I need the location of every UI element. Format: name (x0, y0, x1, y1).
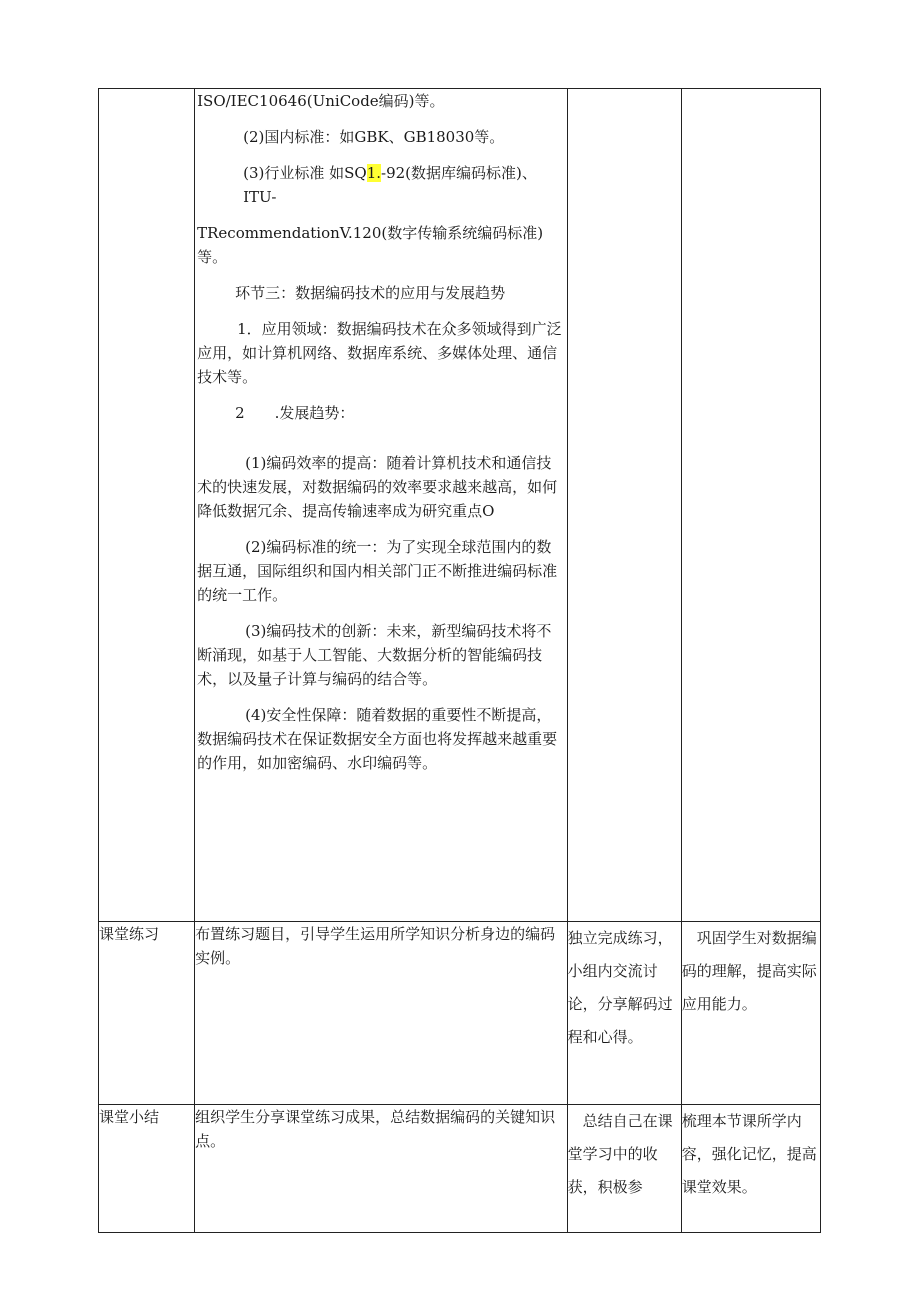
paragraph: TRecommendationV.120(数字传输系统编码标准)等。 (197, 224, 544, 266)
lesson-plan-table (98, 88, 821, 1233)
text-run: (3)行业标准 如SQ (243, 164, 367, 182)
practice-purpose: 巩固学生对数据编码的理解，提高实际应用能力。 (681, 922, 820, 1105)
paragraph: (2)国内标准：如GBK、GB18030等。 (243, 128, 505, 146)
row-label-cell (99, 89, 195, 922)
paragraph: (4)安全性保障：随着数据的重要性不断提高，数据编码技术在保证数据安全方面也将发挥越来越重要的作用，如加密编码、水印编码等。 (197, 706, 558, 772)
practice-student-activity: 独立完成练习，小组内交流讨论，分享解码过程和心得。 (567, 922, 681, 1105)
paragraph: 1．应用领域：数据编码技术在众多领域得到广泛应用，如计算机网络、数据库系统、多媒体处理、通信技术等。 (197, 320, 562, 386)
practice-label: 课堂练习 (99, 922, 195, 1105)
table-row (99, 89, 821, 922)
practice-teacher-activity: 布置练习题目，引导学生运用所学知识分析身边的编码实例。 (195, 922, 568, 1105)
paragraph: ISO/IEC10646(UniCode编码)等。 (197, 92, 445, 110)
section-heading: 环节三：数据编码技术的应用与发展趋势 (235, 284, 506, 302)
highlighted-text: 1. (366, 164, 382, 182)
paragraph: 2 .发展趋势： (235, 404, 355, 422)
table-row (99, 922, 821, 1105)
paragraph: (3)编码技术的创新：未来，新型编码技术将不断涌现，如基于人工智能、大数据分析的智能编码技术，以及量子计算与编码的结合等。 (197, 622, 552, 688)
summary-teacher-activity: 组织学生分享课堂练习成果，总结数据编码的关键知识点。 (195, 1105, 568, 1233)
table-row (99, 1105, 821, 1233)
paragraph: (2)编码标准的统一：为了实现全球范围内的数据互通，国际组织和国内相关部门正不断推进编码标准的统一工作。 (197, 538, 558, 604)
design-purpose-cell (681, 89, 820, 922)
summary-label: 课堂小结 (99, 1105, 195, 1233)
summary-purpose: 梳理本节课所学内容，强化记忆，提高课堂效果。 (681, 1105, 820, 1233)
paragraph (195, 161, 567, 209)
teaching-content-cell (195, 89, 568, 922)
student-activity-cell (567, 89, 681, 922)
text-run: -92(数据库编码标准)、ITU- (243, 164, 537, 206)
paragraph: (1)编码效率的提高：随着计算机技术和通信技术的快速发展，对数据编码的效率要求越来越高，如何降低数据冗余、提高传输速率成为研究重点O (197, 454, 558, 520)
summary-student-activity: 总结自己在课堂学习中的收获，积极参 (567, 1105, 681, 1233)
